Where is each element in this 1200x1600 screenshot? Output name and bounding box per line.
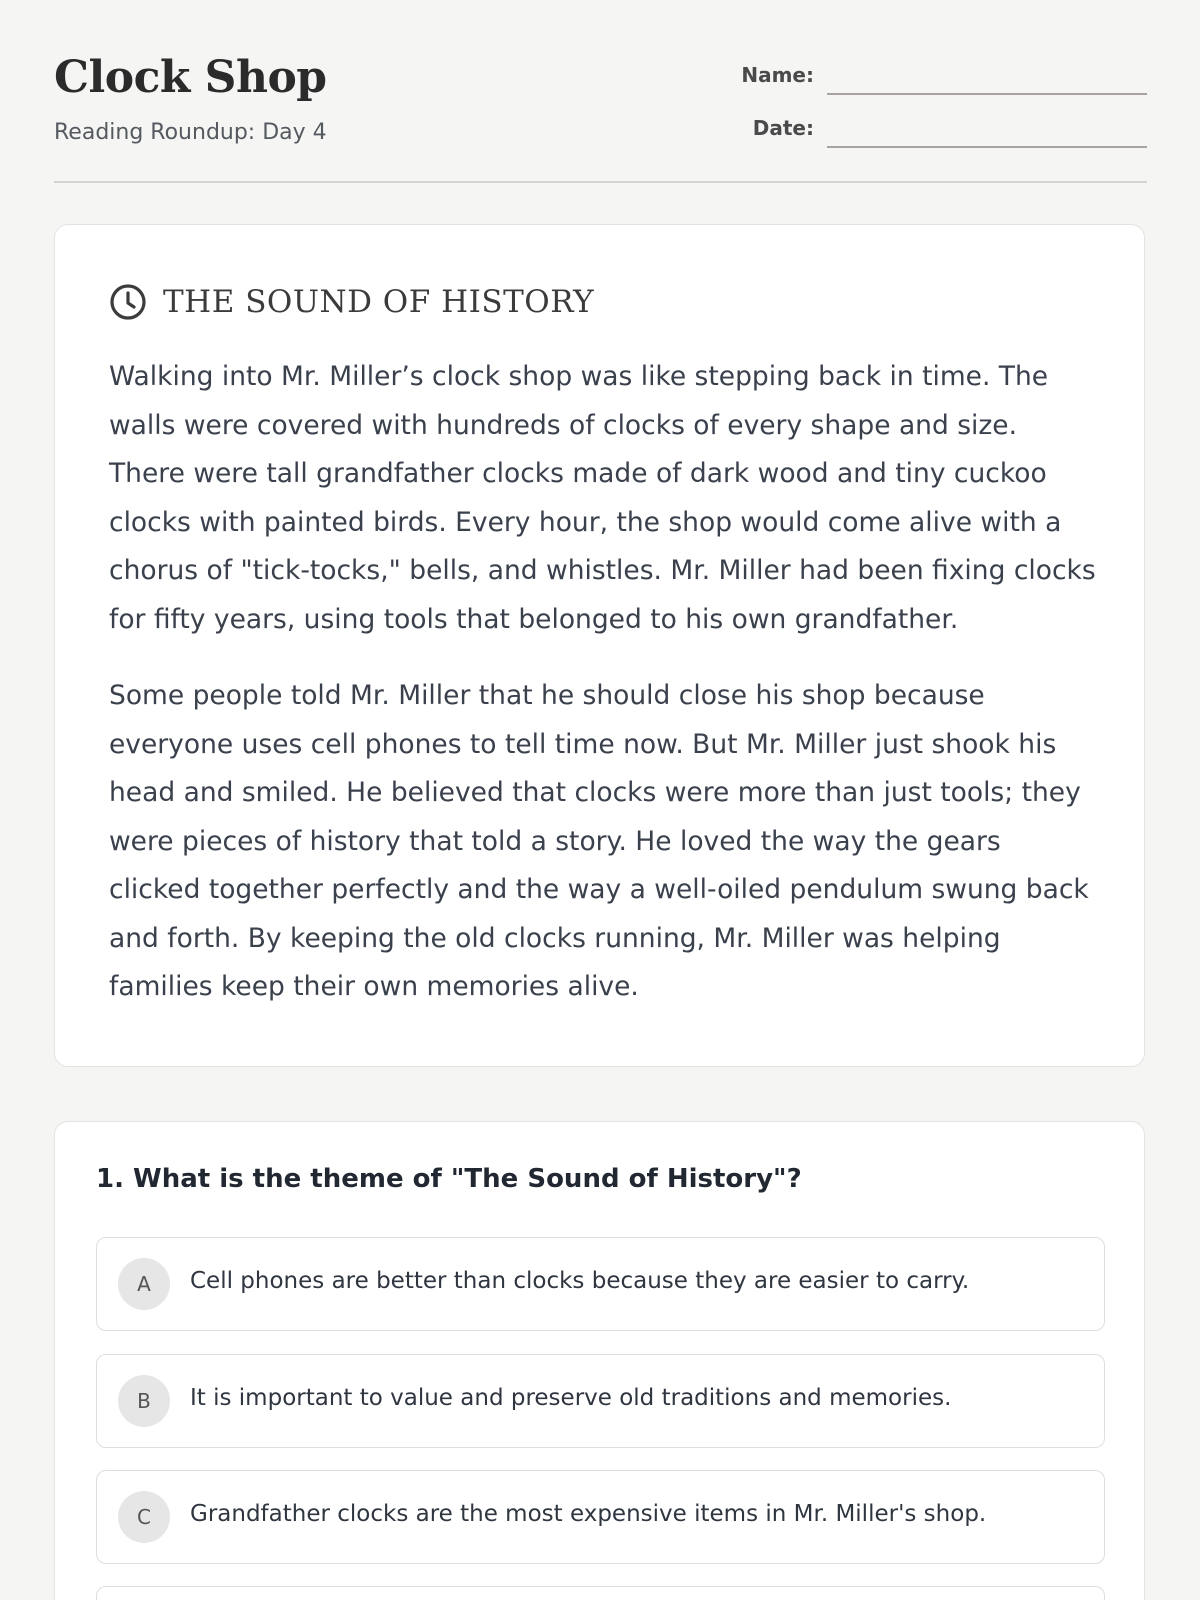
answer-option-partial[interactable] — [96, 1586, 1105, 1600]
option-letter-badge: A — [118, 1258, 170, 1310]
passage-card — [54, 224, 1145, 1067]
option-text: Grandfather clocks are the most expensive items in Mr. Miller's shop. — [190, 1501, 987, 1527]
answer-option-b[interactable] — [96, 1354, 1105, 1448]
header-divider — [54, 181, 1147, 183]
passage-heading — [109, 281, 594, 323]
passage-body — [109, 353, 1099, 1040]
clock-icon — [109, 283, 147, 321]
name-field[interactable] — [827, 93, 1147, 95]
option-text: Cell phones are better than clocks because they are easier to carry. — [190, 1268, 970, 1294]
answer-option-a[interactable] — [96, 1237, 1105, 1331]
question-card — [54, 1121, 1145, 1600]
date-field[interactable] — [827, 146, 1147, 148]
option-text: It is important to value and preserve old traditions and memories. — [190, 1385, 952, 1411]
date-label: Date: — [752, 116, 814, 140]
page-subtitle: Reading Roundup: Day 4 — [54, 120, 327, 145]
passage-paragraph: Some people told Mr. Miller that he should close his shop because everyone uses cell phones to tell time now. But Mr. Miller just shook his head and smiled. He believed that clocks were more than just tools; they were pieces of history that told a story. He loved the way the gears clicked together perfectly and the way a well-oiled pendulum swung back and forth. By keeping the old clocks running, Mr. Miller was helping families keep their own memories alive. — [109, 680, 1089, 1002]
option-letter-badge: B — [118, 1375, 170, 1427]
name-label: Name: — [741, 63, 814, 87]
answer-option-c[interactable] — [96, 1470, 1105, 1564]
passage-title: THE SOUND OF HISTORY — [163, 284, 595, 320]
question-prompt: 1. What is the theme of "The Sound of History"? — [96, 1164, 802, 1194]
option-letter-badge: C — [118, 1491, 170, 1543]
passage-paragraph: Walking into Mr. Miller’s clock shop was like stepping back in time. The walls were covered with hundreds of clocks of every shape and size. There were tall grandfather clocks made of dark wood and tiny cuckoo clocks with painted birds. Every hour, the shop would come alive with a chorus of "tick-tocks," bells, and whistles. Mr. Miller had been fixing clocks for fifty years, using tools that belonged to his own grandfather. — [109, 361, 1096, 635]
header — [54, 0, 1147, 184]
page-title: Clock Shop — [54, 52, 327, 103]
